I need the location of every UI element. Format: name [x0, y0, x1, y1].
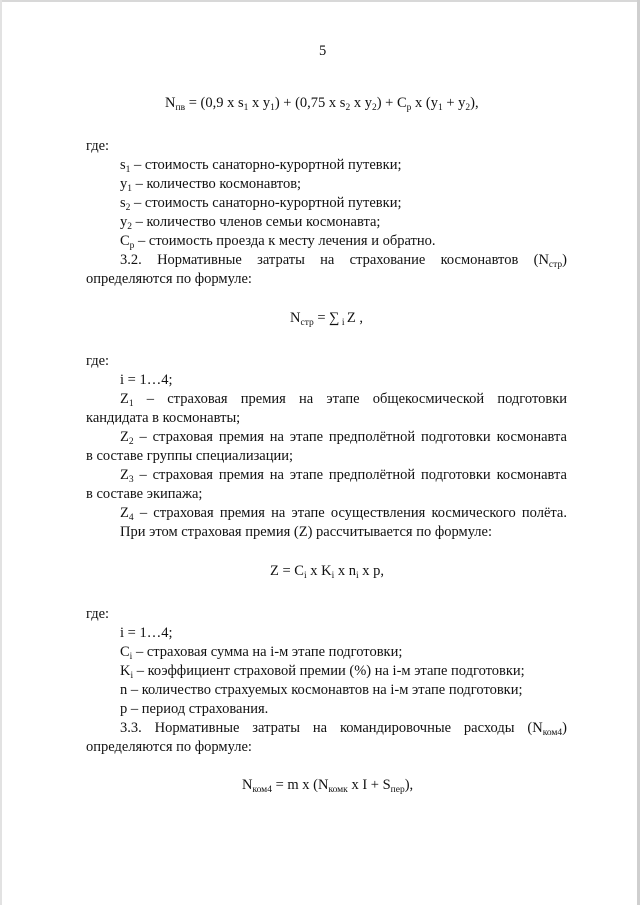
paragraph-3-2-line2: определяются по формуле: — [86, 271, 252, 287]
definition-z2-line2: в составе группы специализации; — [86, 448, 294, 464]
definition-cp: $C_p$ – стоимость проезда к месту лечения и обратно. — [120, 233, 436, 251]
formula-z: $Z = C_i$ x $K_i$ x $n_i$ x p, — [270, 563, 384, 581]
paragraph-3-3-line2: определяются по формуле: — [86, 739, 252, 755]
definition-n: n – количество страхуемых космонавтов на i-м этапе подготовки; — [120, 682, 523, 698]
definition-s1: $s_1$ – стоимость санаторно-курортной путевки; — [120, 157, 402, 175]
definition-p: p – период страхования. — [120, 701, 269, 717]
page-edge-top — [0, 0, 640, 2]
definition-z2-line1: $Z_2$ – страховая премия на этапе предполётной подготовки космонавта — [120, 429, 567, 447]
definition-z3-line2: в составе экипажа; — [86, 486, 203, 502]
where-label: где: — [86, 353, 110, 369]
definition-ki: $K_i$ – коэффициент страховой премии (%) на i-м этапе подготовки; — [120, 663, 525, 681]
paragraph-3-2-line1: 3.2. Нормативные затраты на страхование космонавтов $(N_{стр})$ — [120, 252, 567, 270]
paragraph-3-3-line1: 3.3. Нормативные затраты на командировочные расходы $(N_{ком4})$ — [120, 720, 567, 738]
premium-intro: При этом страховая премия (Z) рассчитывается по формуле: — [120, 524, 493, 540]
index-range: i = 1…4; — [120, 625, 173, 641]
definition-z1-line1: $Z_1$ – страховая премия на этапе общекосмической подготовки — [120, 391, 567, 409]
definition-s2: $s_2$ – стоимость санаторно-курортной путевки; — [120, 195, 402, 213]
formula-nkom4: $N_{ком4} = m$ x ($N_{комк}$ x $I + S_{пер}$), — [242, 777, 414, 795]
where-label: где: — [86, 606, 110, 622]
formula-npv: $N_{пв} = (0,9$ x $s_1$ x $y_1) + (0,75$ x $s_2$ x $y_2) + C_p$ x $(y_1 + y_2)$, — [165, 95, 479, 113]
formula-nstr: $N_{стр}$ = ∑ $_i$ Z , — [290, 310, 363, 328]
index-range: i = 1…4; — [120, 372, 173, 388]
definition-z4: $Z_4$ – страховая премия на этапе осуществления космического полёта. — [120, 505, 567, 523]
definition-z1-line2: кандидата в космонавты; — [86, 410, 241, 426]
page-number: 5 — [319, 43, 327, 59]
definition-y2: $y_2$ – количество членов семьи космонавта; — [120, 214, 381, 232]
definition-z3-line1: $Z_3$ – страховая премия на этапе предполётной подготовки космонавта — [120, 467, 567, 485]
where-label: где: — [86, 138, 110, 154]
definition-y1: $y_1$ – количество космонавтов; — [120, 176, 302, 194]
page-edge-left — [0, 0, 2, 905]
definition-ci: $C_i$ – страховая сумма на i-м этапе подготовки; — [120, 644, 403, 662]
